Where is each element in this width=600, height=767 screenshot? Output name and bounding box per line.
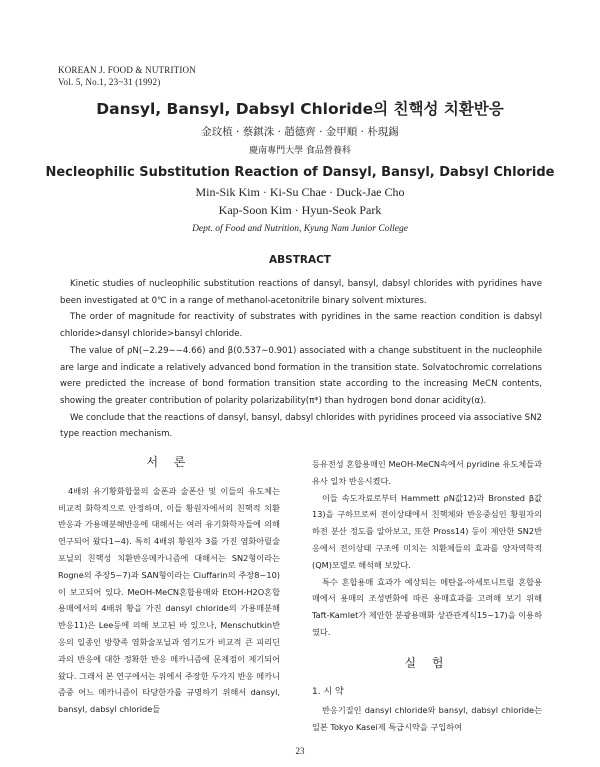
- intro-paragraph-left: 4배위 유기황화합물의 술폰과 술폰산 및 이들의 유도체는 비교적 화학적으로 안정하며, 이들 황원자에서의 친핵적 치환반응과 가용매분해반응에 대해서는 여러 유기화학자들에 의해 연구되어 왔다1~4). 특히 4배위 황원자 3를 가진 염화아릴술포닐의 친핵성 치환반응메카니즘에 대해서는 SN2형이라는 Rogne의 주장5~7)과 SAN형이라는 Ciuffarin의 주장8~10)이 보고되어 있다. MeOH-MeCN혼합용매와 EtOH-H2O혼합용매에서의 4배위 황을 가진 dansyl chloride의 가용매분해반응11)은 Lee등에 의해 보고된 바 있으나, Menschutkin반응의 일종인 방향족 염화술포닐과 염기도가 비교적 큰 피리딘과의 반응에 대한 정확한 반응 메카니즘에 문제점이 제기되어 왔다. 그래서 본 연구에서는 위에서 주장한 두가지 반응 메카니즘중 어느 메카니즘이 타당한가를 규명하기 위해서 dansyl, bansyl, dabsyl chloride들: [58, 485, 280, 715]
- section-heading-introduction: 서 론: [146, 455, 192, 469]
- abstract-paragraph-1: Kinetic studies of nucleophilic substitution reactions of dansyl, bansyl, dabsyl chlorides with pyridines have been investigated at 0℃ in a range of methanol-acetonitrile binary solvent mixtures.: [60, 279, 542, 306]
- affiliation-english: Dept. of Food and Nutrition, Kyung Nam Junior College: [192, 224, 408, 234]
- abstract-body: [60, 276, 542, 443]
- authors-korean: 金玟植 · 蔡錤洙 · 趙德齊 · 金甲順 · 朴現錫: [201, 126, 399, 138]
- intro-paragraph-right-1: 등유전성 혼합용매인 MeOH-MeCN속에서 pyridine 유도체들과 유사 일차 반응시켰다.: [312, 459, 542, 486]
- right-column: [312, 456, 542, 736]
- intro-paragraph-right-2: 이들 속도자료로부터 Hammett ρN값12)과 Bronsted β값13)을 구하므로써 전이상태에서 친핵체와 반응중심인 황원자의 하전 분산 정도를 알아보고, 또한 Pross14) 등이 제안한 SN2반응에서 전이상태 구조에 미치는 치환체들의 효과를 양자역학적(QM)모델로 해석해 보았다.: [312, 492, 542, 570]
- authors-english-line2: Kap-Soon Kim · Hyun-Seok Park: [218, 203, 382, 217]
- section-heading-experiment: 실 험: [404, 655, 450, 670]
- intro-paragraph-right-3: 특수 혼합용매 효과가 예상되는 메탄올-아세토니트릴 혼합용매에서 용매의 조성변화에 따른 용매효과를 고려해 보기 위해 Taft-Kamlet가 제안한 분광용매화 상관관계식15~17)을 이용하였다.: [312, 576, 542, 637]
- page-number: 23: [295, 746, 305, 756]
- subsection-reagents: 1. 시 약: [312, 686, 344, 697]
- authors-english-line1: Min-Sik Kim · Ki-Su Chae · Duck-Jae Cho: [195, 185, 405, 199]
- journal-info: [58, 64, 196, 88]
- abstract-paragraph-3: The value of ρN(−2.29∼−4.66) and β(0.537∼0.901) associated with a change substituent in the nucleophile are large and indicate a relatively advanced bond formation in the transition state. Solvatochromic correlations were predicted the increase of bond formation transition state according to the increasing MeCN contents, showing the greater contribution of polarity polarizability(π*) than hydrogen bond donar acidity(α).: [60, 345, 542, 406]
- title-korean: Dansyl, Bansyl, Dabsyl Chloride의 친핵성 치환반응: [96, 100, 504, 118]
- journal-volume: Vol. 5, No.1, 23~31 (1992): [58, 77, 161, 87]
- journal-name: KOREAN J. FOOD & NUTRITION: [58, 65, 196, 75]
- title-english: Necleophilic Substitution Reaction of Dansyl, Bansyl, Dabsyl Chloride: [45, 165, 555, 180]
- reagents-paragraph: 반응기질인 dansyl chloride와 bansyl, dabsyl chloride는 일본 Tokyo Kasei제 특급시약을 구입하여: [312, 705, 542, 733]
- left-column: [58, 454, 280, 718]
- abstract-paragraph-4: We conclude that the reactions of dansyl, bansyl, dabsyl chlorides with pyridines proceed via associative SN2 type reaction mechanism.: [60, 412, 542, 440]
- abstract-paragraph-2: The order of magnitude for reactivity of substrates with pyridines in the same reaction condition is dabsyl chloride>dansyl chloride>bansyl chloride.: [60, 312, 542, 340]
- affiliation-korean: 慶南專門大學 食品營養科: [249, 146, 351, 156]
- abstract-heading: ABSTRACT: [269, 254, 331, 266]
